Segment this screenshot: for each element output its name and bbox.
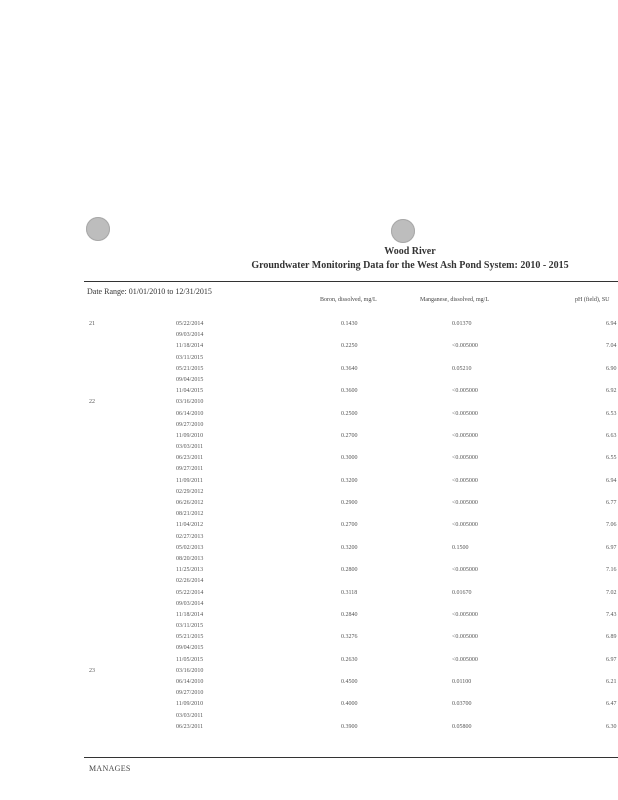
manganese-value-cell: <0.005000: [452, 634, 478, 641]
report-subtitle: Groundwater Monitoring Data for the West Ash Pond System: 2010 - 2015: [251, 260, 569, 271]
ph-value-cell: 7.04: [606, 343, 617, 350]
table-row: [0, 634, 618, 645]
boron-value-cell: 0.3200: [341, 544, 358, 551]
sample-date-cell: 11/18/2014: [176, 343, 204, 350]
table-row: [0, 567, 618, 578]
sample-date-cell: 09/27/2011: [176, 466, 204, 473]
sample-date-cell: 09/27/2010: [176, 421, 204, 428]
punch-hole-left: [86, 217, 110, 241]
sample-date-cell: 02/29/2012: [176, 488, 204, 495]
sample-date-cell: 09/03/2014: [176, 332, 204, 339]
sample-date-cell: 08/20/2013: [176, 555, 204, 562]
sample-date-cell: 09/03/2014: [176, 600, 204, 607]
boron-value-cell: 0.3000: [341, 455, 358, 462]
table-row: [0, 411, 618, 422]
ph-value-cell: 6.97: [606, 656, 617, 663]
manganese-value-cell: <0.005000: [452, 500, 478, 506]
table-row: [0, 478, 618, 489]
report-title: Wood River: [384, 246, 436, 257]
boron-value-cell: 0.2500: [341, 410, 358, 417]
sample-date-cell: 09/27/2010: [176, 690, 204, 697]
table-row: [0, 466, 618, 477]
manganese-value-cell: <0.005000: [452, 343, 478, 350]
manganese-value-cell: <0.005000: [452, 432, 478, 439]
table-row: [0, 321, 618, 332]
table-row: [0, 657, 618, 668]
table-row: [0, 377, 618, 388]
ph-value-cell: 6.30: [606, 723, 617, 730]
table-row: [0, 724, 618, 735]
well-id-cell: 23: [89, 667, 95, 674]
sample-date-cell: 11/25/2013: [176, 567, 204, 574]
boron-value-cell: 0.1430: [341, 321, 358, 327]
sample-date-cell: 08/21/2012: [176, 511, 204, 518]
sample-date-cell: 03/03/2011: [176, 712, 204, 719]
sample-date-cell: 11/04/2012: [176, 522, 204, 529]
table-row: [0, 366, 618, 377]
manganese-value-cell: 0.01670: [452, 589, 472, 596]
ph-value-cell: 6.53: [606, 410, 617, 417]
ph-value-cell: 7.02: [606, 589, 617, 596]
ph-value-cell: 6.94: [606, 477, 617, 484]
ph-value-cell: 7.16: [606, 567, 617, 574]
data-table: [0, 321, 618, 735]
table-row: [0, 388, 618, 399]
boron-value-cell: 0.2700: [341, 432, 358, 439]
footer-label: MANAGES: [89, 764, 131, 773]
ph-value-cell: 7.43: [606, 611, 617, 618]
table-row: [0, 332, 618, 343]
manganese-value-cell: <0.005000: [452, 611, 478, 618]
ph-value-cell: 6.55: [606, 455, 617, 462]
table-row: [0, 556, 618, 567]
boron-value-cell: 0.2840: [341, 611, 358, 618]
table-row: [0, 601, 618, 612]
sample-date-cell: 11/05/2015: [176, 656, 204, 663]
sample-date-cell: 03/03/2011: [176, 444, 204, 451]
manganese-value-cell: <0.005000: [452, 656, 478, 663]
boron-value-cell: 0.3600: [341, 388, 358, 395]
ph-value-cell: 6.92: [606, 388, 617, 395]
sample-date-cell: 02/26/2014: [176, 578, 204, 585]
sample-date-cell: 05/22/2014: [176, 589, 204, 596]
manganese-value-cell: 0.05210: [452, 365, 472, 372]
manganese-value-cell: <0.005000: [452, 388, 478, 395]
ph-value-cell: 6.77: [606, 500, 617, 506]
boron-value-cell: 0.4500: [341, 679, 358, 685]
sample-date-cell: 11/04/2015: [176, 388, 204, 395]
ph-value-cell: 7.06: [606, 522, 617, 529]
table-row: [0, 545, 618, 556]
table-row: [0, 668, 618, 679]
well-id-cell: 22: [89, 399, 95, 406]
boron-value-cell: 0.2900: [341, 500, 358, 506]
ph-value-cell: 6.63: [606, 432, 617, 439]
well-id-cell: 21: [89, 321, 95, 327]
column-header-ph: pH (field), SU: [575, 297, 610, 303]
boron-value-cell: 0.4000: [341, 701, 358, 708]
sample-date-cell: 05/21/2015: [176, 634, 204, 641]
manganese-value-cell: 0.1500: [452, 544, 469, 551]
sample-date-cell: 05/21/2015: [176, 365, 204, 372]
table-row: [0, 713, 618, 724]
table-row: [0, 343, 618, 354]
table-row: [0, 522, 618, 533]
sample-date-cell: 05/22/2014: [176, 321, 204, 327]
header-rule: [84, 281, 618, 282]
sample-date-cell: 06/26/2012: [176, 500, 204, 506]
sample-date-cell: 03/11/2015: [176, 354, 204, 361]
ph-value-cell: 6.21: [606, 679, 617, 685]
sample-date-cell: 11/18/2014: [176, 611, 204, 618]
ph-value-cell: 6.89: [606, 634, 617, 641]
ph-value-cell: 6.47: [606, 701, 617, 708]
sample-date-cell: 06/23/2011: [176, 455, 204, 462]
table-row: [0, 511, 618, 522]
ph-value-cell: 6.94: [606, 321, 617, 327]
column-header-manganese: Manganese, dissolved, mg/L: [420, 297, 489, 303]
boron-value-cell: 0.3200: [341, 477, 358, 484]
table-row: [0, 690, 618, 701]
manganese-value-cell: <0.005000: [452, 477, 478, 484]
sample-date-cell: 02/27/2013: [176, 533, 204, 540]
punch-hole-center: [391, 219, 415, 243]
ph-value-cell: 6.90: [606, 365, 617, 372]
sample-date-cell: 05/02/2013: [176, 544, 204, 551]
boron-value-cell: 0.3900: [341, 723, 358, 730]
table-row: [0, 701, 618, 712]
manganese-value-cell: 0.01100: [452, 679, 472, 685]
date-range: Date Range: 01/01/2010 to 12/31/2015: [87, 287, 212, 296]
table-row: [0, 623, 618, 634]
table-row: [0, 355, 618, 366]
sample-date-cell: 11/09/2010: [176, 432, 204, 439]
footer-rule: [84, 757, 618, 758]
manganese-value-cell: 0.01370: [452, 321, 472, 327]
table-row: [0, 500, 618, 511]
table-row: [0, 455, 618, 466]
table-row: [0, 578, 618, 589]
table-row: [0, 433, 618, 444]
table-row: [0, 590, 618, 601]
sample-date-cell: 03/16/2010: [176, 667, 204, 674]
boron-value-cell: 0.2630: [341, 656, 358, 663]
sample-date-cell: 06/14/2010: [176, 679, 204, 685]
ph-value-cell: 6.97: [606, 544, 617, 551]
table-row: [0, 612, 618, 623]
boron-value-cell: 0.3118: [341, 589, 358, 596]
manganese-value-cell: <0.005000: [452, 455, 478, 462]
boron-value-cell: 0.2800: [341, 567, 358, 574]
boron-value-cell: 0.3276: [341, 634, 358, 641]
table-row: [0, 399, 618, 410]
table-row: [0, 534, 618, 545]
sample-date-cell: 11/09/2011: [176, 477, 203, 484]
manganese-value-cell: <0.005000: [452, 410, 478, 417]
table-row: [0, 679, 618, 690]
table-row: [0, 645, 618, 656]
sample-date-cell: 03/11/2015: [176, 623, 204, 630]
manganese-value-cell: <0.005000: [452, 567, 478, 574]
sample-date-cell: 06/14/2010: [176, 410, 204, 417]
manganese-value-cell: <0.005000: [452, 522, 478, 529]
sample-date-cell: 03/16/2010: [176, 399, 204, 406]
column-header-boron: Boron, dissolved, mg/L: [320, 297, 377, 303]
table-row: [0, 489, 618, 500]
sample-date-cell: 11/09/2010: [176, 701, 204, 708]
boron-value-cell: 0.2700: [341, 522, 358, 529]
sample-date-cell: 09/04/2015: [176, 376, 204, 383]
sample-date-cell: 09/04/2015: [176, 645, 204, 652]
boron-value-cell: 0.3640: [341, 365, 358, 372]
table-row: [0, 444, 618, 455]
sample-date-cell: 06/23/2011: [176, 723, 204, 730]
manganese-value-cell: 0.03700: [452, 701, 472, 708]
table-row: [0, 422, 618, 433]
boron-value-cell: 0.2250: [341, 343, 358, 350]
manganese-value-cell: 0.05800: [452, 723, 472, 730]
